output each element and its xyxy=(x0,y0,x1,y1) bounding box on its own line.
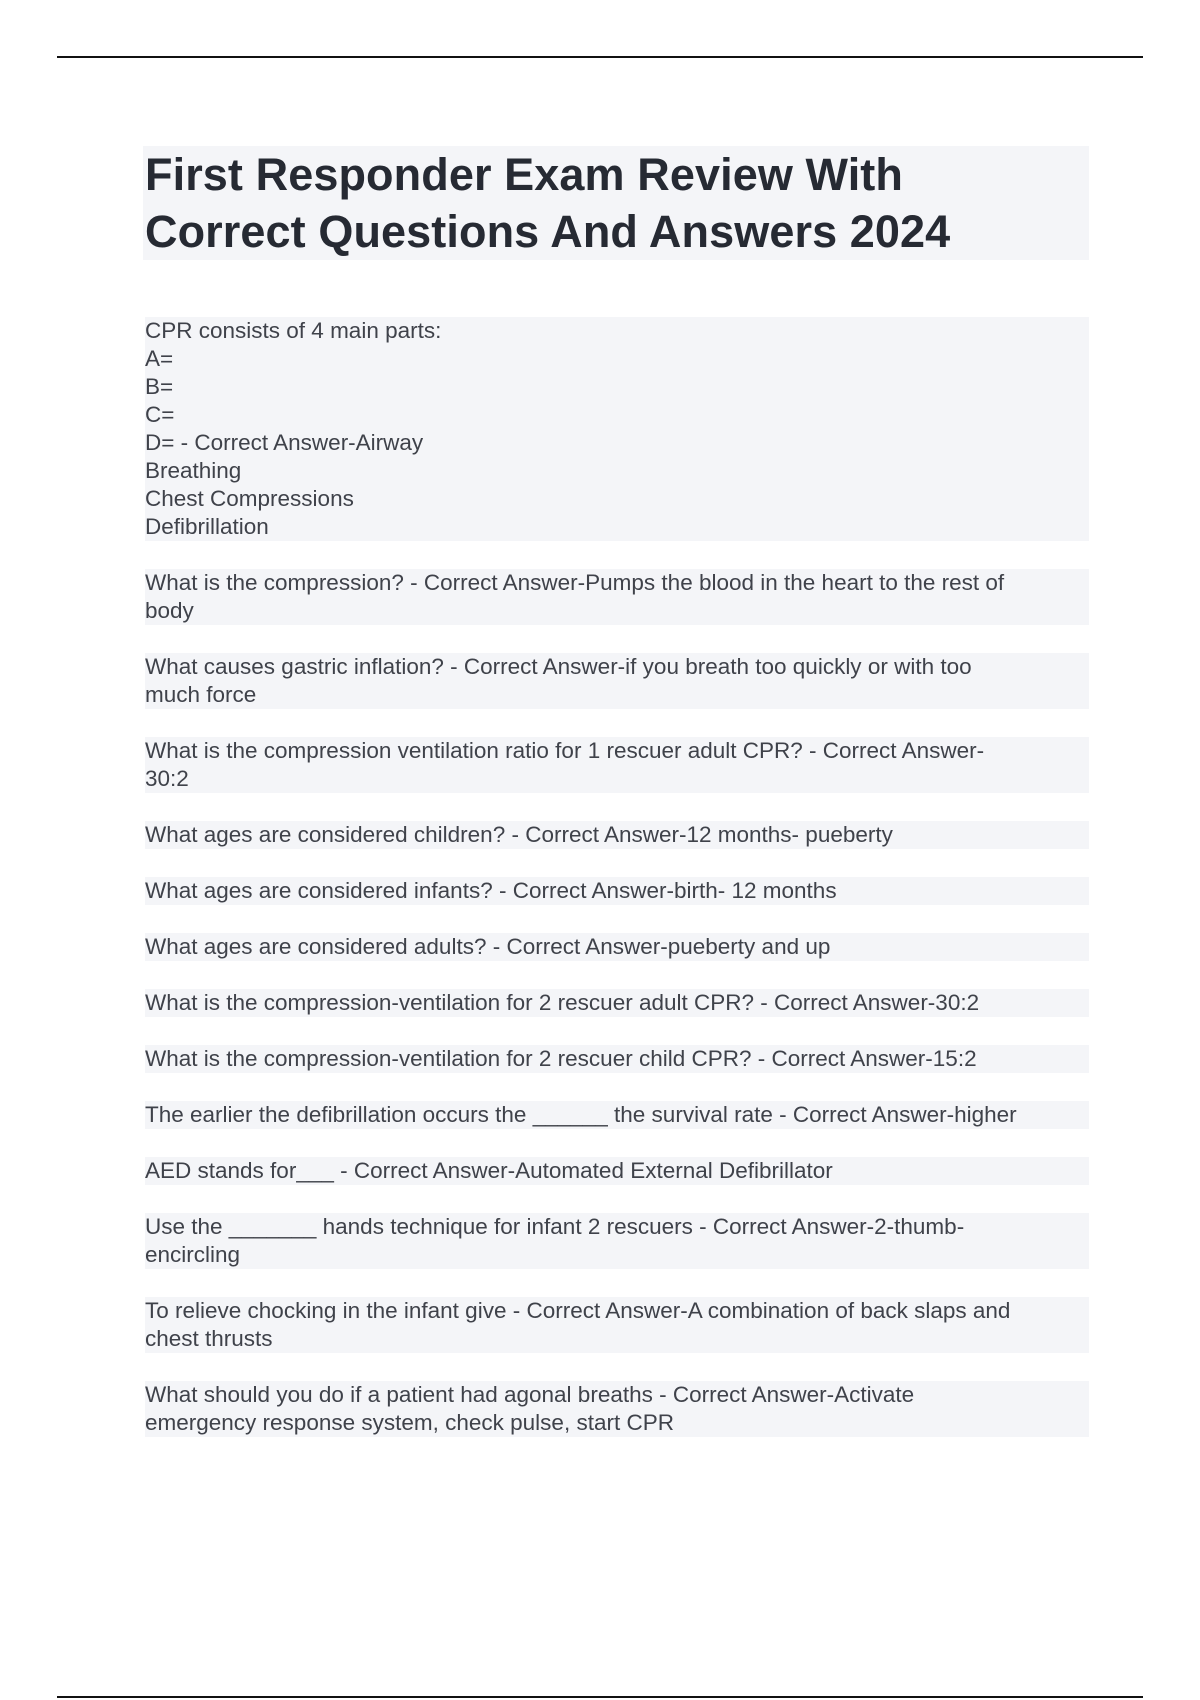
qa-line: body xyxy=(145,597,1089,625)
qa-line: chest thrusts xyxy=(145,1325,1089,1353)
qa-line: The earlier the defibrillation occurs the ______ the survival rate - Correct Answer-higher xyxy=(145,1101,1089,1129)
qa-item xyxy=(145,1157,1089,1185)
qa-item xyxy=(145,317,1089,541)
qa-item xyxy=(145,1045,1089,1073)
qa-line: C= xyxy=(145,401,1089,429)
qa-line: Breathing xyxy=(145,457,1089,485)
bottom-divider xyxy=(57,1696,1143,1698)
qa-line: AED stands for___ - Correct Answer-Automated External Defibrillator xyxy=(145,1157,1089,1185)
document-body xyxy=(145,146,1089,1465)
qa-line: What is the compression-ventilation for 2 rescuer child CPR? - Correct Answer-15:2 xyxy=(145,1045,1089,1073)
qa-item xyxy=(145,1213,1089,1269)
qa-line: A= xyxy=(145,345,1089,373)
qa-line: What ages are considered adults? - Correct Answer-pueberty and up xyxy=(145,933,1089,961)
title-line: Correct Questions And Answers 2024 xyxy=(145,206,951,257)
qa-line: What should you do if a patient had agonal breaths - Correct Answer-Activate xyxy=(145,1381,1089,1409)
title-line: First Responder Exam Review With xyxy=(145,149,903,200)
top-divider xyxy=(57,56,1143,58)
qa-item xyxy=(145,989,1089,1017)
qa-line: To relieve chocking in the infant give - Correct Answer-A combination of back slaps and xyxy=(145,1297,1089,1325)
qa-item xyxy=(145,1297,1089,1353)
qa-item xyxy=(145,569,1089,625)
qa-line: Defibrillation xyxy=(145,513,1089,541)
qa-line: Chest Compressions xyxy=(145,485,1089,513)
qa-line: emergency response system, check pulse, start CPR xyxy=(145,1409,1089,1437)
qa-line: much force xyxy=(145,681,1089,709)
qa-line: encircling xyxy=(145,1241,1089,1269)
qa-item xyxy=(145,877,1089,905)
qa-list xyxy=(145,317,1089,1437)
document-title xyxy=(145,146,1087,260)
qa-item xyxy=(145,821,1089,849)
title-block xyxy=(143,146,1089,260)
qa-line: CPR consists of 4 main parts: xyxy=(145,317,1089,345)
qa-line: What ages are considered children? - Correct Answer-12 months- pueberty xyxy=(145,821,1089,849)
qa-line: What is the compression? - Correct Answer-Pumps the blood in the heart to the rest of xyxy=(145,569,1089,597)
qa-item xyxy=(145,653,1089,709)
qa-line: What is the compression-ventilation for 2 rescuer adult CPR? - Correct Answer-30:2 xyxy=(145,989,1089,1017)
qa-line: Use the _______ hands technique for infant 2 rescuers - Correct Answer-2-thumb- xyxy=(145,1213,1089,1241)
qa-item xyxy=(145,1101,1089,1129)
qa-item xyxy=(145,737,1089,793)
qa-line: D= - Correct Answer-Airway xyxy=(145,429,1089,457)
qa-line: What causes gastric inflation? - Correct Answer-if you breath too quickly or with too xyxy=(145,653,1089,681)
qa-item xyxy=(145,933,1089,961)
qa-item xyxy=(145,1381,1089,1437)
qa-line: B= xyxy=(145,373,1089,401)
qa-line: What is the compression ventilation ratio for 1 rescuer adult CPR? - Correct Answer- xyxy=(145,737,1089,765)
qa-line: What ages are considered infants? - Correct Answer-birth- 12 months xyxy=(145,877,1089,905)
qa-line: 30:2 xyxy=(145,765,1089,793)
